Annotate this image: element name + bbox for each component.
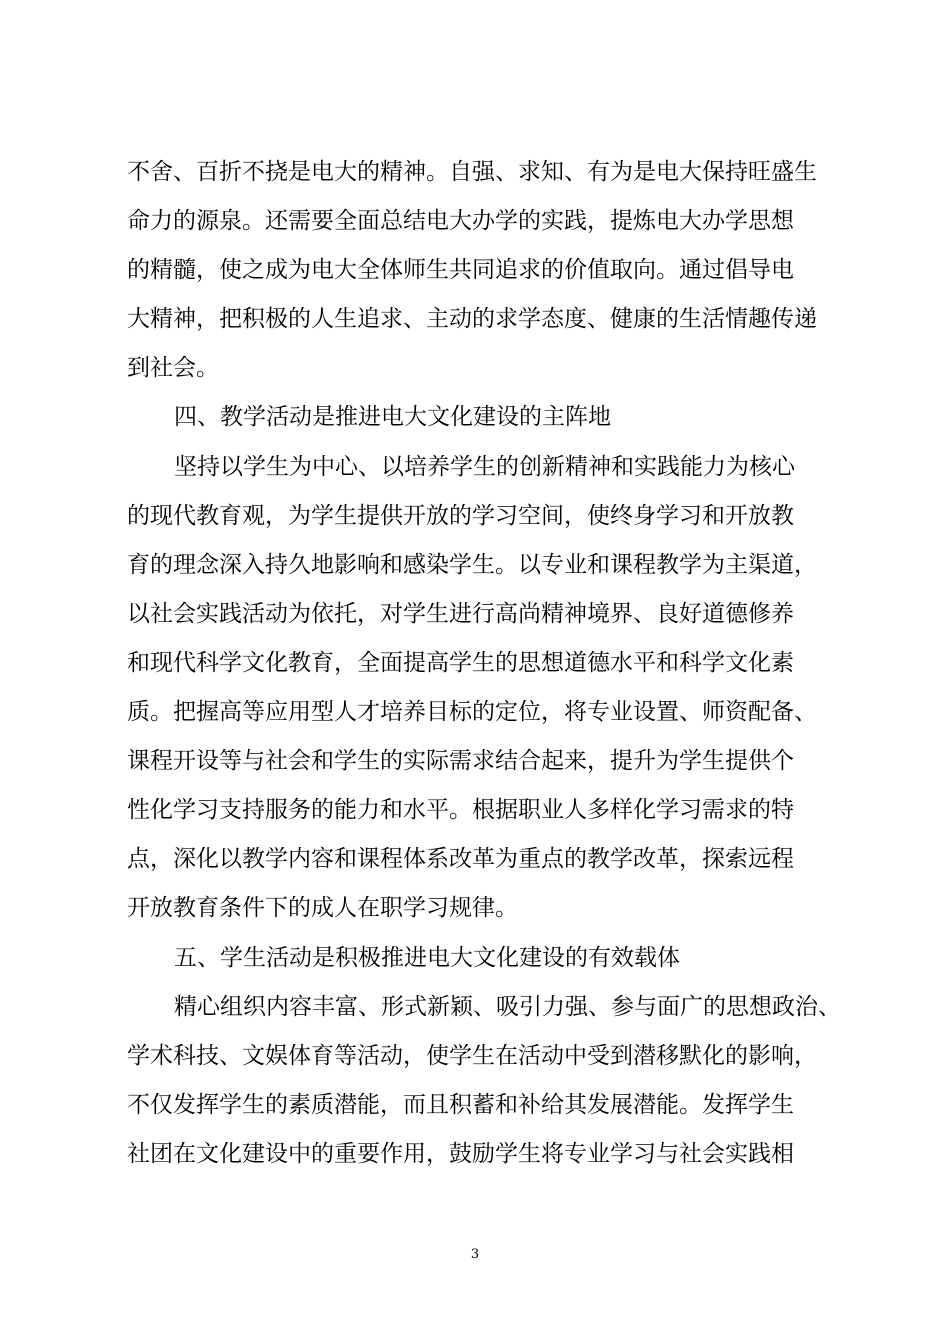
text-line: 点，深化以教学内容和课程体系改革为重点的教学改革，探索远程 bbox=[127, 846, 794, 873]
text-line: 坚持以学生为中心、以培养学生的创新精神和实践能力为核心 bbox=[174, 453, 795, 480]
text-line: 到社会。 bbox=[127, 355, 219, 382]
body-text bbox=[127, 148, 841, 1179]
text-line: 的现代教育观，为学生提供开放的学习空间，使终身学习和开放教 bbox=[127, 502, 794, 529]
text-line: 和现代科学文化教育，全面提高学生的思想道德水平和科学文化素 bbox=[127, 649, 794, 676]
text-line: 质。把握高等应用型人才培养目标的定位，将专业设置、师资配备、 bbox=[127, 699, 817, 726]
text-line: 育的理念深入持久地影响和感染学生。以专业和课程教学为主渠道， bbox=[127, 551, 817, 578]
text-line: 不舍、百折不挠是电大的精神。自强、求知、有为是电大保持旺盛生 bbox=[127, 159, 817, 185]
text-line: 精心组织内容丰富、形式新颖、吸引力强、参与面广的思想政治、 bbox=[174, 993, 841, 1020]
text-line: 的精髓，使之成为电大全体师生共同追求的价值取向。通过倡导电 bbox=[127, 257, 794, 284]
text-line: 性化学习支持服务的能力和水平。根据职业人多样化学习需求的特 bbox=[127, 797, 794, 824]
text-line: 社团在文化建设中的重要作用，鼓励学生将专业学习与社会实践相 bbox=[127, 1140, 794, 1167]
text-line: 学术科技、文娱体育等活动，使学生在活动中受到潜移默化的影响， bbox=[127, 1042, 817, 1069]
text-line: 大精神，把积极的人生追求、主动的求学态度、健康的生活情趣传递 bbox=[127, 306, 817, 333]
text-line: 命力的源泉。还需要全面总结电大办学的实践，提炼电大办学思想 bbox=[127, 208, 794, 235]
text-line: 以社会实践活动为依托，对学生进行高尚精神境界、良好道德修养 bbox=[127, 600, 794, 627]
section-heading-5: 五、学生活动是积极推进电大文化建设的有效载体 bbox=[174, 944, 680, 971]
text-line: 开放教育条件下的成人在职学习规律。 bbox=[127, 895, 518, 922]
text-line: 课程开设等与社会和学生的实际需求结合起来，提升为学生提供个 bbox=[127, 748, 794, 775]
text-line: 不仅发挥学生的素质潜能，而且积蓄和补给其发展潜能。发挥学生 bbox=[127, 1091, 794, 1118]
page-number: 3 bbox=[470, 1247, 480, 1262]
section-heading-4: 四、教学活动是推进电大文化建设的主阵地 bbox=[174, 404, 611, 431]
